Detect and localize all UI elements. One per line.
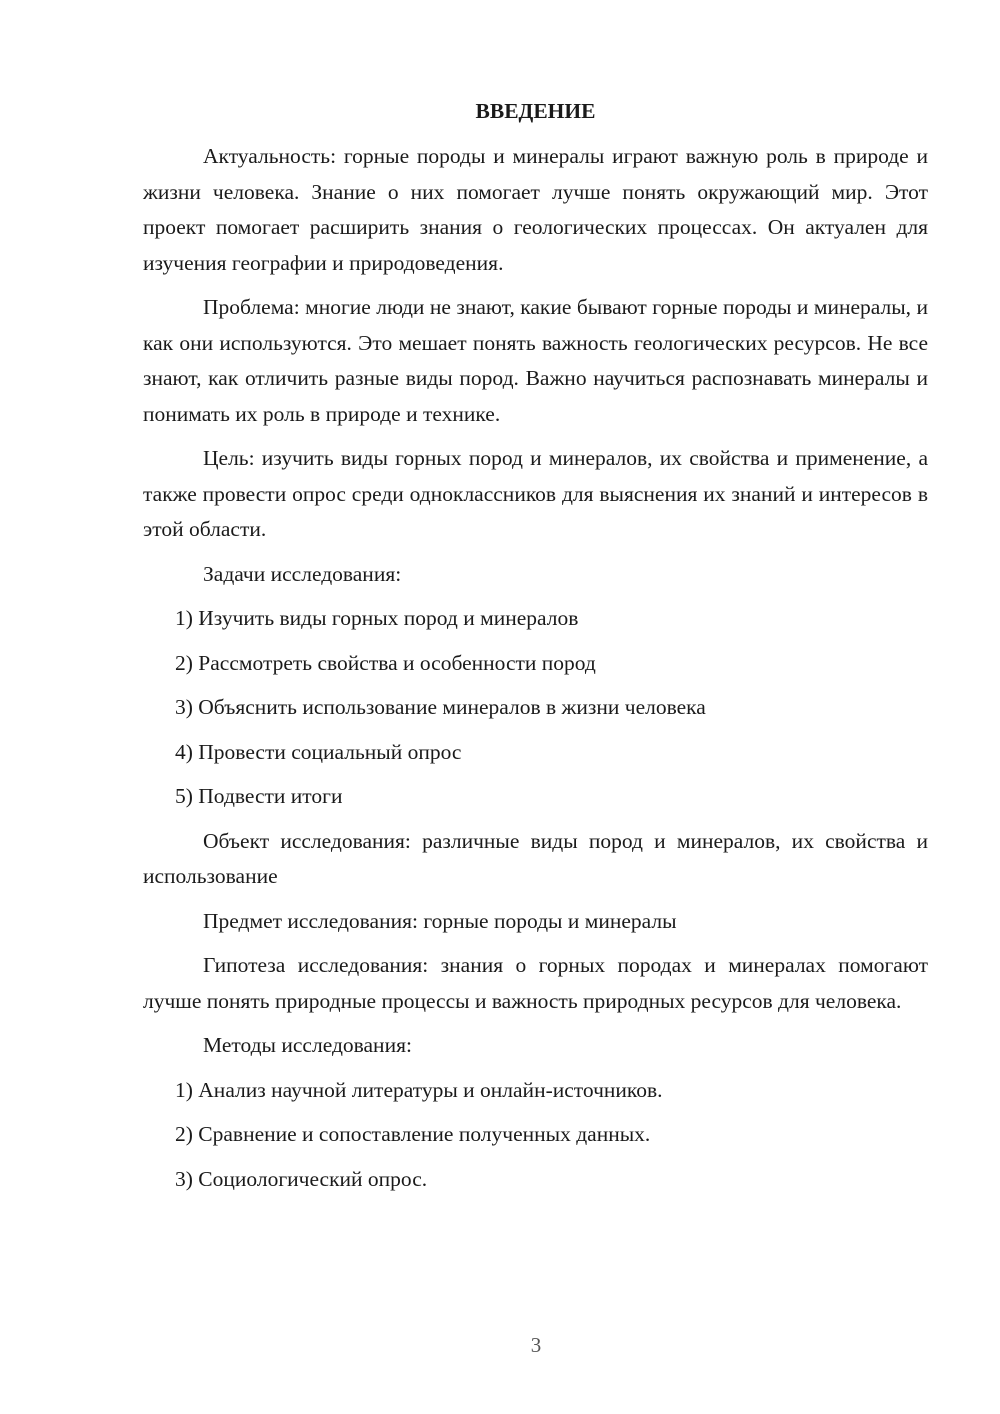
object-paragraph: Объект исследования: различные виды пород и минералов, их свойства и использование	[143, 828, 928, 888]
subject-paragraph: Предмет исследования: горные породы и минералы	[203, 908, 677, 933]
list-item: 3) Объяснить использование минералов в жизни человека	[175, 695, 706, 719]
page-number: 3	[530, 1333, 542, 1357]
list-item: 2) Рассмотреть свойства и особенности пород	[175, 650, 596, 675]
list-item: 1) Изучить виды горных пород и минералов	[175, 606, 579, 630]
hypothesis-paragraph: Гипотеза исследования: знания о горных породах и минералах помогают лучше понять природные процессы и важность природных ресурсов для человека.	[143, 953, 928, 1013]
methods-title: Методы исследования:	[203, 1033, 412, 1057]
list-item: 3) Социологический опрос.	[175, 1166, 428, 1191]
list-item: 2) Сравнение и сопоставление полученных данных.	[175, 1122, 651, 1146]
goal-paragraph: Цель: изучить виды горных пород и минералов, их свойства и применение, а также провести опрос среди одноклассников для выяснения их знаний и интересов в этой области.	[143, 446, 928, 541]
list-item: 1) Анализ научной литературы и онлайн-источников.	[175, 1077, 663, 1102]
methods-list	[143, 1073, 928, 1198]
section-heading: ВВЕДЕНИЕ	[475, 99, 596, 123]
relevance-paragraph: Актуальность: горные породы и минералы играют важную роль в природе и жизни человека. Знание о них помогает лучше понять окружающий мир. Этот проект помогает расширить знания о геологических процессах. Он актуален для изучения географии и природоведения.	[143, 144, 928, 275]
list-item: 4) Провести социальный опрос	[175, 739, 462, 764]
problem-paragraph: Проблема: многие люди не знают, какие бывают горные породы и минералы, и как они используются. Это мешает понять важность геологических ресурсов. Не все знают, как отличить разные виды пород. Важно научиться распознавать минералы и понимать их роль в природе и технике.	[143, 295, 928, 426]
tasks-title: Задачи исследования:	[203, 561, 402, 586]
document-body	[143, 94, 928, 1197]
list-item: 5) Подвести итоги	[175, 784, 343, 808]
tasks-list	[143, 601, 928, 815]
